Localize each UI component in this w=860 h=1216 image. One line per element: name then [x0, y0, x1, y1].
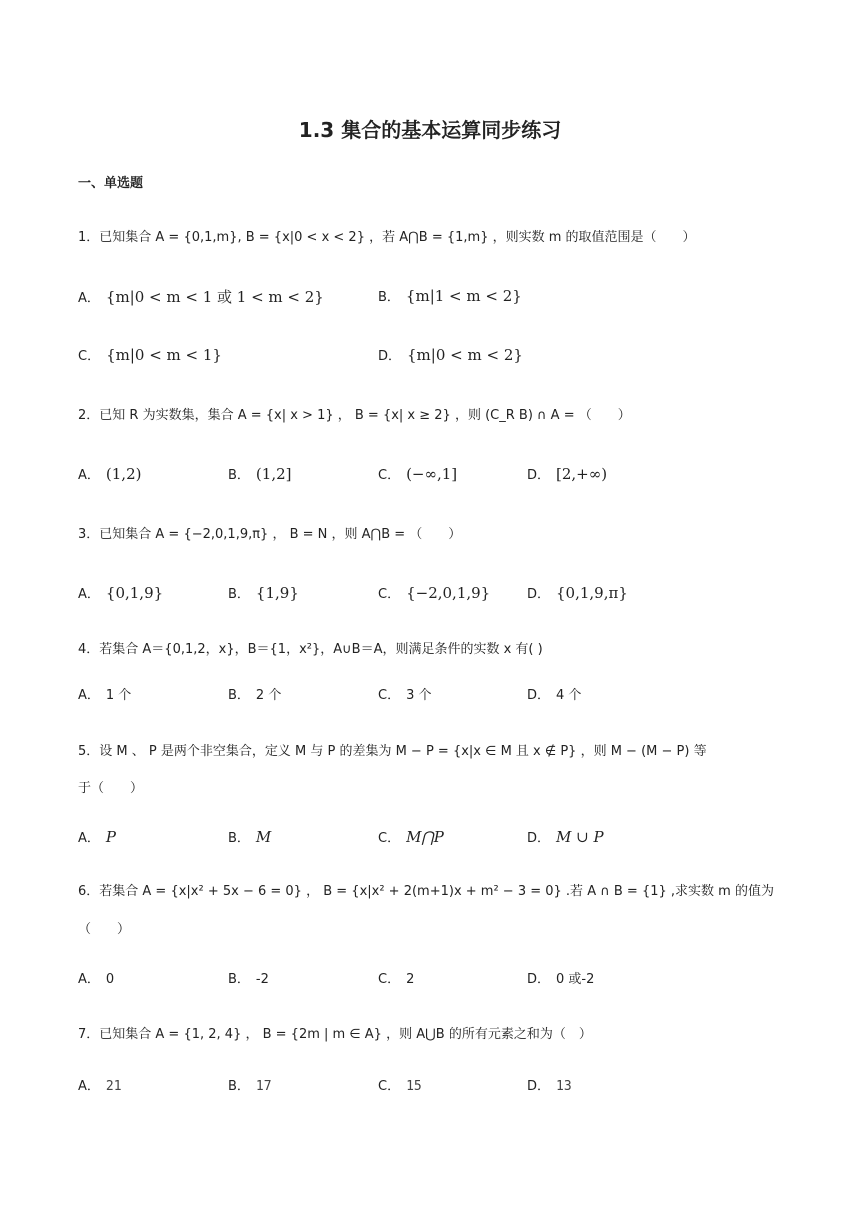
option-text: 2 — [406, 972, 415, 987]
option-text: -2 — [255, 972, 269, 987]
option-label: A． — [78, 688, 100, 703]
q7-option-d — [527, 1075, 572, 1094]
option-label: A． — [78, 291, 100, 306]
q1-option-b — [378, 286, 522, 305]
q3-option-d — [527, 583, 628, 602]
option-label: B． — [378, 290, 400, 305]
option-label: D． — [527, 831, 551, 846]
question-6-stem: 6．若集合 A = {x|x² + 5x − 6 = 0} ， B = {x|x² + 2(m+1)x + m² − 3 = 0} .若 A ∩ B = {1} ,求实数 m 的值为 — [78, 884, 774, 899]
q4-option-b — [228, 684, 281, 703]
option-label: D． — [527, 468, 551, 483]
option-label: C． — [378, 972, 401, 987]
option-text: M ∪ P — [556, 828, 604, 846]
option-label: C． — [378, 688, 401, 703]
option-label: A． — [78, 1079, 100, 1094]
option-label: A． — [78, 831, 100, 846]
page-title: 1.3 集合的基本运算同步练习 — [298, 118, 562, 142]
option-label: D． — [527, 1079, 551, 1094]
option-text: {0,1,9} — [105, 584, 164, 602]
option-label: C． — [378, 587, 401, 602]
option-text: {m|1 < m < 2} — [405, 287, 522, 305]
option-label: B． — [228, 972, 250, 987]
question-4-stem: 4．若集合 A＝{0,1,2，x}，B＝{1，x²}，A∪B＝A，则满足条件的实数 x 有( ) — [78, 642, 543, 657]
option-text: P — [105, 828, 116, 846]
option-text: 15 — [406, 1079, 422, 1094]
option-label: A． — [78, 972, 100, 987]
section-heading: 一、单选题 — [78, 176, 144, 191]
option-text: 3 个 — [406, 688, 432, 703]
question-5-stem-continued: 于（ ） — [78, 781, 144, 796]
option-label: C． — [78, 349, 101, 364]
option-text: {m|0 < m < 1 或 1 < m < 2} — [105, 288, 324, 306]
q5-option-c — [378, 827, 444, 846]
question-2-stem: 2．已知 R 为实数集，集合 A = {x| x > 1} ， B = {x| x ≥ 2} ，则 (C_R B) ∩ A = （ ） — [78, 408, 631, 423]
option-text: {0,1,9,π} — [556, 584, 628, 602]
option-text: {1,9} — [255, 584, 299, 602]
option-text: {−2,0,1,9} — [406, 584, 491, 602]
question-7-stem: 7．已知集合 A = {1, 2, 4} ， B = {2m | m ∈ A} ，则 A⋃B 的所有元素之和为（ ） — [78, 1027, 592, 1042]
q6-option-c — [378, 968, 414, 987]
option-text: {m|0 < m < 2} — [407, 346, 523, 364]
question-3-stem: 3．已知集合 A = {−2,0,1,9,π} ， B = N ，则 A⋂B = （ ） — [78, 527, 462, 542]
option-label: A． — [78, 468, 100, 483]
option-label: D． — [378, 349, 402, 364]
option-label: C． — [378, 468, 401, 483]
q2-option-a — [78, 464, 141, 483]
option-label: B． — [228, 1079, 250, 1094]
q4-option-d — [527, 684, 581, 703]
q7-option-b — [228, 1075, 272, 1094]
q7-option-c — [378, 1075, 422, 1094]
q6-option-a — [78, 968, 114, 987]
option-label: D． — [527, 688, 551, 703]
option-text: 1 个 — [105, 688, 132, 703]
q5-option-a — [78, 827, 116, 846]
q1-option-c — [78, 345, 222, 364]
option-text: (−∞,1] — [406, 465, 458, 483]
question-5-stem: 5．设 M 、 P 是两个非空集合，定义 M 与 P 的差集为 M − P = {x|x ∈ M 且 x ∉ P} ，则 M − (M − P) 等 — [78, 744, 707, 759]
q6-option-d — [527, 968, 594, 987]
question-1-stem: 1．已知集合 A = {0,1,m}, B = {x|0 < x < 2} ，若 A⋂B = {1,m} ，则实数 m 的取值范围是（ ） — [78, 230, 696, 245]
option-text: 0 — [105, 972, 115, 987]
option-text: {m|0 < m < 1} — [106, 346, 222, 364]
option-text: M — [255, 828, 272, 846]
option-text: 4 个 — [556, 688, 582, 703]
option-text: 21 — [105, 1079, 122, 1094]
option-text: M⋂P — [406, 828, 444, 846]
option-label: C． — [378, 1079, 401, 1094]
option-label: D． — [527, 972, 551, 987]
option-label: B． — [228, 587, 250, 602]
q4-option-a — [78, 684, 131, 703]
option-text: 0 或-2 — [556, 972, 595, 987]
option-label: B． — [228, 688, 250, 703]
q5-option-b — [228, 827, 271, 846]
q3-option-c — [378, 583, 490, 602]
option-text: 2 个 — [255, 688, 282, 703]
question-6-stem-continued: （ ） — [78, 922, 131, 937]
option-label: C． — [378, 831, 401, 846]
option-text: [2,+∞) — [556, 465, 608, 483]
q2-option-b — [228, 464, 291, 483]
option-text: (1,2] — [255, 465, 292, 483]
option-label: B． — [228, 468, 250, 483]
option-label: B． — [228, 831, 250, 846]
q2-option-c — [378, 464, 457, 483]
option-label: A． — [78, 587, 100, 602]
option-text: 17 — [255, 1079, 272, 1094]
q5-option-d — [527, 827, 604, 846]
q2-option-d — [527, 464, 607, 483]
option-label: D． — [527, 587, 551, 602]
q4-option-c — [378, 684, 431, 703]
option-text: (1,2) — [105, 465, 142, 483]
q3-option-b — [228, 583, 299, 602]
option-text: 13 — [556, 1079, 572, 1094]
q6-option-b — [228, 968, 269, 987]
q7-option-a — [78, 1075, 122, 1094]
q3-option-a — [78, 583, 163, 602]
q1-option-d — [378, 345, 523, 364]
q1-option-a — [78, 286, 324, 307]
